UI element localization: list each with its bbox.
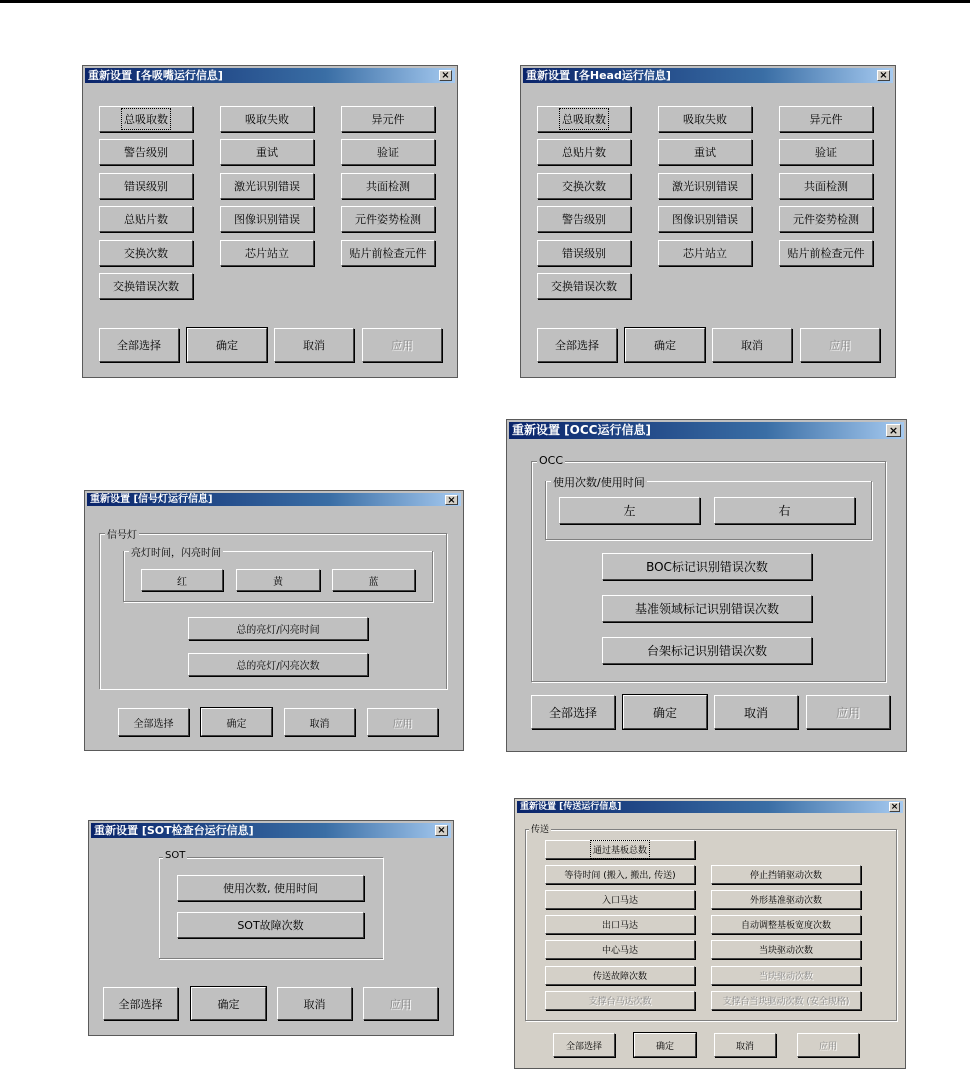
dialog-occ-info — [506, 419, 907, 752]
total-light-time-button[interactable]: 总的亮灯/闪亮时间 — [188, 617, 368, 640]
total-boards-label: 通过基板总数 — [593, 843, 647, 856]
stat-button-10[interactable]: 警告级别 — [537, 206, 631, 232]
stat-button-10[interactable]: 总贴片数 — [99, 206, 193, 232]
stat-button-14[interactable]: 芯片站立 — [220, 240, 314, 266]
stat-button-13[interactable]: 错误级别 — [537, 240, 631, 266]
select-all-button[interactable]: 全部选择 — [553, 1033, 615, 1057]
stat-button-label: 总吸取数 — [562, 113, 606, 126]
conveyor-right-button-5[interactable]: 当块驱动次数 — [711, 966, 861, 985]
ok-button[interactable]: 确定 — [625, 328, 705, 362]
conveyor-right-button-4[interactable]: 当块驱动次数 — [711, 940, 861, 959]
stat-button-12[interactable]: 元件姿势检测 — [341, 206, 435, 232]
fiducial-mark-error-button[interactable]: 基准领域标记识别错误次数 — [602, 595, 812, 622]
cancel-button[interactable]: 取消 — [712, 328, 792, 362]
stat-button-8[interactable]: 激光识别错误 — [220, 173, 314, 199]
total-light-count-button[interactable]: 总的亮灯/闪亮次数 — [188, 653, 368, 676]
title-bar — [85, 68, 455, 83]
close-icon[interactable]: × — [445, 495, 458, 505]
total-boards-button[interactable] — [545, 840, 695, 859]
stat-button-1[interactable] — [537, 106, 631, 132]
close-icon[interactable]: × — [435, 825, 448, 836]
apply-button[interactable]: 应用 — [806, 695, 890, 729]
usage-count-time-button[interactable]: 使用次数, 使用时间 — [177, 875, 364, 901]
close-icon[interactable]: × — [886, 424, 901, 437]
stat-button-6[interactable]: 验证 — [779, 139, 873, 165]
stat-button-5[interactable]: 重试 — [658, 139, 752, 165]
apply-button[interactable]: 应用 — [363, 987, 438, 1020]
page-top-rule — [0, 0, 970, 3]
light-yellow-button[interactable]: 黄 — [236, 569, 320, 591]
select-all-button[interactable]: 全部选择 — [103, 987, 178, 1020]
stat-button-4[interactable]: 总贴片数 — [537, 139, 631, 165]
stat-button-4[interactable]: 警告级别 — [99, 139, 193, 165]
dialog-nozzle-info — [82, 65, 458, 378]
sot-group-label: SOT — [165, 850, 186, 861]
ok-button[interactable]: 确定 — [201, 708, 272, 736]
ok-button[interactable]: 确定 — [191, 987, 266, 1020]
stat-button-11[interactable]: 图像识别错误 — [658, 206, 752, 232]
dialog-title: 重新设置 [信号灯运行信息] — [90, 494, 213, 505]
sot-fault-count-button[interactable]: SOT故障次数 — [177, 912, 364, 938]
title-bar — [523, 68, 893, 83]
boc-mark-error-button[interactable]: BOC标记识别错误次数 — [602, 553, 812, 580]
ok-button[interactable]: 确定 — [187, 328, 267, 362]
cancel-button[interactable]: 取消 — [714, 695, 798, 729]
title-bar — [91, 823, 451, 838]
apply-button[interactable]: 应用 — [797, 1033, 859, 1057]
title-bar — [517, 801, 903, 813]
conveyor-right-button-3[interactable]: 自动调整基板宽度次数 — [711, 915, 861, 934]
stat-button-2[interactable]: 吸取失败 — [658, 106, 752, 132]
stat-button-2[interactable]: 吸取失败 — [220, 106, 314, 132]
conveyor-left-button-6[interactable]: 支撑台马达次数 — [545, 991, 695, 1010]
stat-button-15[interactable]: 贴片前检查元件 — [779, 240, 873, 266]
apply-button[interactable]: 应用 — [362, 328, 442, 362]
cancel-button[interactable]: 取消 — [284, 708, 355, 736]
cancel-button[interactable]: 取消 — [714, 1033, 776, 1057]
title-bar — [509, 422, 904, 439]
stat-button-15[interactable]: 贴片前检查元件 — [341, 240, 435, 266]
dialog-signal-light-info — [84, 490, 464, 751]
stat-button-7[interactable]: 错误级别 — [99, 173, 193, 199]
usage-subgroup-label: 使用次数/使用时间 — [553, 476, 645, 489]
light-time-subgroup-label: 亮灯时间，闪亮时间 — [129, 544, 223, 559]
close-icon[interactable]: × — [439, 70, 452, 81]
ok-button[interactable]: 确定 — [623, 695, 707, 729]
dialog-conveyor-info — [514, 798, 906, 1069]
conveyor-right-button-2[interactable]: 外形基准驱动次数 — [711, 890, 861, 909]
stat-button-9[interactable]: 共面检测 — [779, 173, 873, 199]
apply-button[interactable]: 应用 — [800, 328, 880, 362]
stat-button-7[interactable]: 交换次数 — [537, 173, 631, 199]
stat-button-9[interactable]: 共面检测 — [341, 173, 435, 199]
stat-button-11[interactable]: 图像识别错误 — [220, 206, 314, 232]
sot-group — [159, 857, 383, 959]
ok-button[interactable]: 确定 — [634, 1033, 696, 1057]
conveyor-right-button-1[interactable]: 停止挡销驱动次数 — [711, 865, 861, 884]
select-all-button[interactable]: 全部选择 — [531, 695, 615, 729]
cancel-button[interactable]: 取消 — [274, 328, 354, 362]
conveyor-left-button-1[interactable]: 等待时间 (搬入, 搬出, 传送) — [545, 865, 695, 884]
dialog-title: 重新设置 [传送运行信息] — [520, 802, 622, 812]
conveyor-right-button-6[interactable]: 支撑台当块驱动次数 (安全规格) — [711, 991, 861, 1010]
cancel-button[interactable]: 取消 — [277, 987, 352, 1020]
stat-button-12[interactable]: 元件姿势检测 — [779, 206, 873, 232]
stat-button-14[interactable]: 芯片站立 — [658, 240, 752, 266]
light-blue-button[interactable]: 蓝 — [332, 569, 415, 591]
dialog-sot-info — [88, 820, 454, 1036]
dialog-title: 重新设置 [OCC运行信息] — [512, 423, 651, 437]
light-red-button[interactable]: 红 — [141, 569, 223, 591]
close-icon[interactable]: × — [890, 802, 899, 812]
apply-button[interactable]: 应用 — [367, 708, 438, 736]
select-all-button[interactable]: 全部选择 — [99, 328, 179, 362]
close-icon[interactable]: × — [877, 70, 890, 81]
conveyor-left-button-4[interactable]: 中心马达 — [545, 940, 695, 959]
select-all-button[interactable]: 全部选择 — [118, 708, 189, 736]
stat-button-1[interactable] — [99, 106, 193, 132]
stat-button-16[interactable]: 交换错误次数 — [537, 273, 631, 299]
stat-button-3[interactable]: 异元件 — [341, 106, 435, 132]
stage-mark-error-button[interactable]: 台架标记识别错误次数 — [602, 637, 812, 664]
stat-button-13[interactable]: 交换次数 — [99, 240, 193, 266]
stat-button-6[interactable]: 验证 — [341, 139, 435, 165]
occ-group-label: OCC — [539, 454, 564, 467]
conveyor-left-button-5[interactable]: 传送故障次数 — [545, 966, 695, 985]
occ-left-button[interactable]: 左 — [559, 497, 700, 524]
dialog-title: 重新设置 [各吸嘴运行信息] — [88, 69, 223, 82]
dialog-title: 重新设置 [各Head运行信息] — [526, 69, 671, 82]
occ-right-button[interactable]: 右 — [714, 497, 855, 524]
conveyor-left-button-2[interactable]: 入口马达 — [545, 890, 695, 909]
title-bar — [87, 493, 461, 506]
stat-button-label: 总吸取数 — [124, 113, 168, 126]
signal-light-group-label: 信号灯 — [105, 526, 139, 541]
stat-button-5[interactable]: 重试 — [220, 139, 314, 165]
stat-button-16[interactable]: 交换错误次数 — [99, 273, 193, 299]
select-all-button[interactable]: 全部选择 — [537, 328, 617, 362]
dialog-title: 重新设置 [SOT检查台运行信息] — [94, 824, 254, 837]
stat-button-8[interactable]: 激光识别错误 — [658, 173, 752, 199]
conveyor-left-button-3[interactable]: 出口马达 — [545, 915, 695, 934]
conveyor-group-label: 传送 — [529, 822, 551, 835]
dialog-head-info — [520, 65, 896, 378]
stat-button-3[interactable]: 异元件 — [779, 106, 873, 132]
